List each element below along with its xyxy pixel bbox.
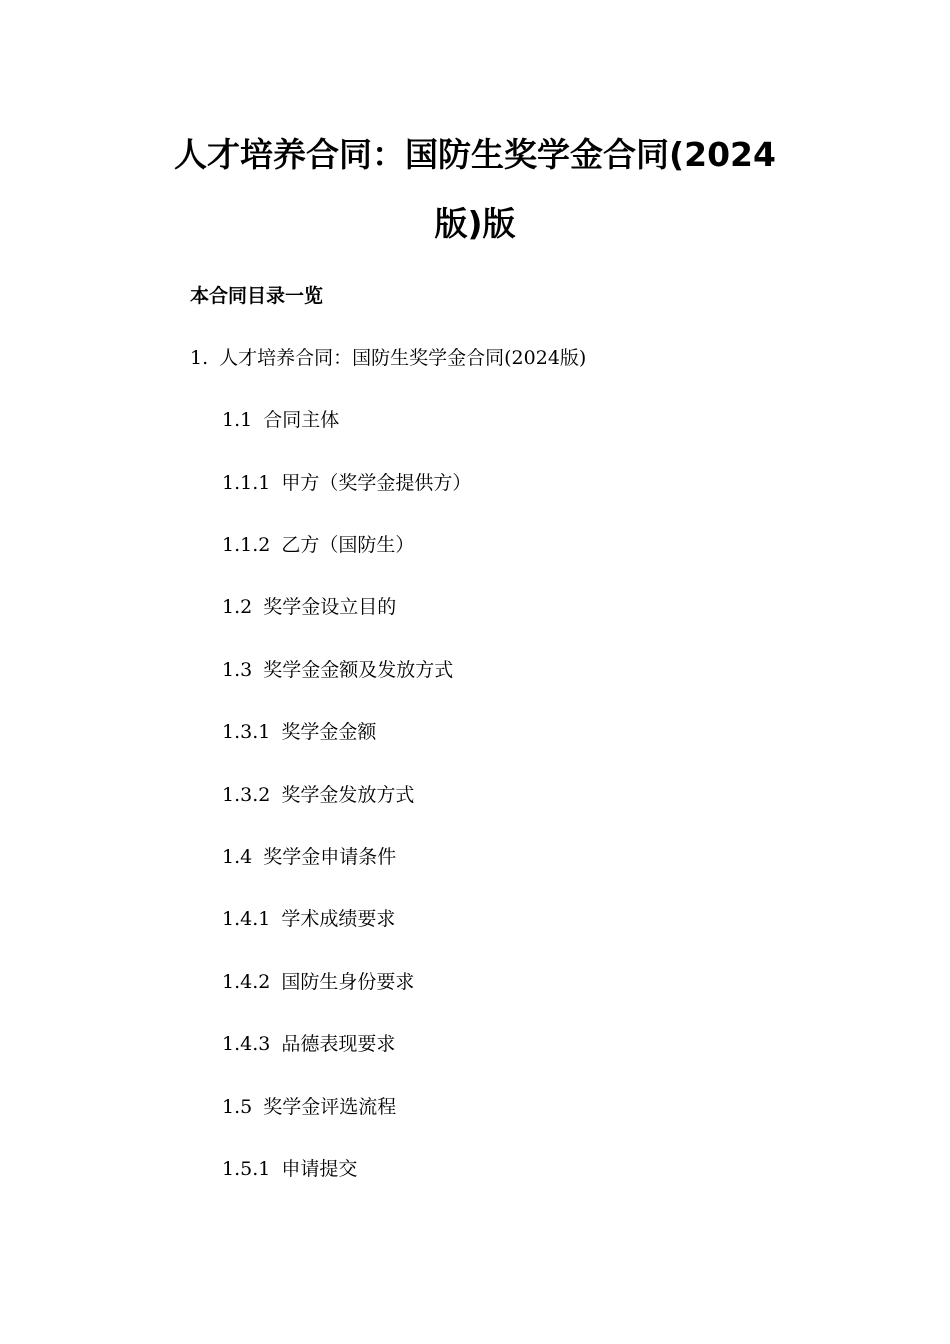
toc-item-number: 1.5.1 xyxy=(222,1158,271,1180)
toc-item xyxy=(222,1094,396,1120)
toc-item xyxy=(222,532,414,558)
toc-item xyxy=(222,969,414,995)
toc-item-number: 1.1 xyxy=(222,409,253,431)
toc-item-text: 合同主体 xyxy=(263,409,340,431)
toc-item xyxy=(222,1156,357,1182)
document-title-line-1: 人才培养合同：国防生奖学金合同(2024 xyxy=(174,135,776,174)
toc-item-number: 1.3 xyxy=(222,659,253,681)
toc-item-text: 甲方（奖学金提供方） xyxy=(281,472,472,494)
toc-item-number: 1. xyxy=(190,347,209,369)
toc-item-text: 学术成绩要求 xyxy=(281,908,396,930)
toc-item-text: 奖学金申请条件 xyxy=(263,846,397,868)
toc-item xyxy=(222,719,376,745)
toc-item-number: 1.2 xyxy=(222,596,253,618)
toc-item-number: 1.5 xyxy=(222,1096,253,1118)
toc-item xyxy=(222,470,471,496)
document-title-line-2: 版)版 xyxy=(434,204,516,243)
toc-item-text: 国防生身份要求 xyxy=(281,971,415,993)
toc-item-number: 1.4 xyxy=(222,846,253,868)
toc-item xyxy=(222,782,414,808)
toc-item xyxy=(222,906,395,932)
toc-item-number: 1.1.2 xyxy=(222,534,271,556)
toc-item xyxy=(222,407,339,433)
toc-item-number: 1.4.3 xyxy=(222,1033,271,1055)
toc-item-text: 人才培养合同：国防生奖学金合同(2024版) xyxy=(219,347,587,369)
toc-item-text: 奖学金设立目的 xyxy=(263,596,397,618)
toc-item xyxy=(190,345,586,371)
toc-item xyxy=(222,657,453,683)
toc-item xyxy=(222,1031,395,1057)
toc-item-text: 奖学金评选流程 xyxy=(263,1096,397,1118)
toc-heading: 本合同目录一览 xyxy=(190,285,324,307)
toc-item-number: 1.1.1 xyxy=(222,472,271,494)
toc-item-number: 1.4.1 xyxy=(222,908,271,930)
toc-item-number: 1.3.1 xyxy=(222,721,271,743)
toc-item xyxy=(222,844,396,870)
toc-item-text: 奖学金发放方式 xyxy=(281,784,415,806)
toc-item-number: 1.3.2 xyxy=(222,784,271,806)
toc-item-text: 奖学金金额 xyxy=(281,721,377,743)
toc-item-number: 1.4.2 xyxy=(222,971,271,993)
toc-item-text: 乙方（国防生） xyxy=(281,534,415,556)
toc-item-text: 奖学金金额及发放方式 xyxy=(263,659,454,681)
toc-item xyxy=(222,594,396,620)
toc-item-text: 申请提交 xyxy=(281,1158,358,1180)
toc-item-text: 品德表现要求 xyxy=(281,1033,396,1055)
